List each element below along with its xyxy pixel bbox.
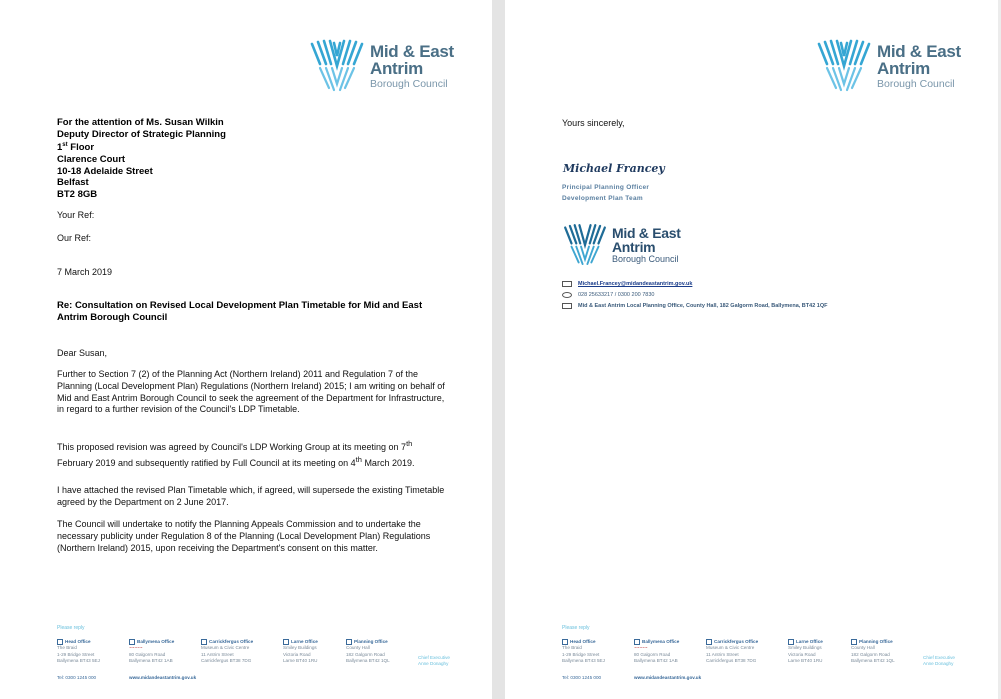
address-line-street: 10-18 Adelaide Street (57, 165, 153, 177)
checkbox-icon (129, 639, 135, 645)
council-logo (308, 38, 454, 94)
page-gap (492, 0, 505, 699)
floor-text: Floor (67, 142, 95, 154)
footer-chief-executive (923, 655, 955, 667)
envelope-icon (562, 303, 572, 309)
planning-office-title: Planning Office (354, 639, 388, 645)
signatory-role: Principal Planning Officer (562, 184, 650, 191)
footer-head-office (562, 639, 605, 664)
logo-text (877, 43, 961, 90)
footer-chief-executive (418, 655, 450, 667)
planning-office-line: Ballymena BT42 1QL (346, 657, 390, 663)
logo-line-3: Borough Council (877, 77, 955, 90)
para2-part-c: March 2019. (361, 457, 415, 468)
logo-line-1: Mid & East (877, 41, 961, 61)
signature-logo (562, 222, 681, 268)
ballymena-office-line: Ballymena BT42 1AB (634, 657, 678, 663)
logo-text (612, 226, 681, 264)
phone-number: 028 25633217 / 0300 200 7830 (578, 292, 655, 298)
footer-tel: Tel: 0300 1245 000 (57, 675, 97, 680)
paragraph-2 (57, 438, 447, 470)
larne-office-line: Larne BT40 1RU (788, 657, 823, 663)
footer-planning-office (851, 639, 895, 664)
logo-line-1: Mid & East (370, 41, 454, 61)
signature: Michael Francey (563, 162, 665, 175)
carrickfergus-office-line: Carrickfergus BT38 7DG (201, 657, 252, 663)
address-line-postcode: BT2 8GB (57, 188, 98, 200)
head-office-line: The Braid (562, 645, 582, 651)
checkbox-icon (346, 639, 352, 645)
please-reply-label: Please reply (562, 625, 590, 631)
ballymena-office-title: Ballymena Office (642, 639, 680, 645)
paragraph-4: The Council will undertake to notify the Planning Appeals Commission and to undertake the necessary publicity under Regulation 8 of the Planning (Local Development Plan) Regulations (Northern Ireland) 2015, upon receiving the Department's consent on this matter. (57, 519, 431, 553)
postal-address: Mid & East Antrim Local Planning Office, County Hall, 182 Galgorm Road, Ballymena, BT42 1QF (578, 303, 828, 309)
recipient-address (57, 117, 226, 200)
paragraph-3: I have attached the revised Plan Timetable which, if agreed, will supersede the existing Timetable agreed by the Department on 2 June 2017. (57, 485, 445, 507)
footer-larne-office (788, 639, 823, 664)
logo-mark-icon (308, 38, 366, 94)
footer-carrickfergus-office (706, 639, 758, 664)
planning-office-line: County Hall (346, 645, 370, 651)
chief-exec-name: Anne Donaghy (923, 661, 954, 667)
carrickfergus-office-title: Carrickfergus Office (209, 639, 254, 645)
your-ref: Your Ref: (57, 210, 95, 220)
larne-office-title: Larne Office (796, 639, 823, 645)
address-line-floor (57, 140, 226, 154)
footer-head-office (57, 639, 100, 664)
checkbox-icon (57, 639, 63, 645)
planning-office-title: Planning Office (859, 639, 893, 645)
carrickfergus-office-line: Museum & Civic Centre (201, 645, 250, 651)
council-logo (815, 38, 961, 94)
contact-email (562, 281, 692, 287)
ballymena-office-title: Ballymena Office (137, 639, 175, 645)
footer-tel: Tel: 0300 1245 000 (562, 675, 602, 680)
logo-mark-icon (815, 38, 873, 94)
footer-web: www.midandeastantrim.gov.uk (129, 675, 197, 680)
checkbox-icon (201, 639, 207, 645)
footer-ballymena-office: Ballymena Office ~~~~~ 80 Galgorm Road Ballymena BT42 1AB (634, 639, 680, 663)
letter-footer-page-2 (562, 625, 982, 689)
para2-sup-a: th (406, 439, 413, 448)
planning-office-line: County Hall (851, 645, 875, 651)
checkbox-icon (283, 639, 289, 645)
address-line-building: Clarence Court (57, 153, 126, 165)
ballymena-office-line: 80 Galgorm Road (129, 651, 166, 657)
carrickfergus-office-title: Carrickfergus Office (714, 639, 759, 645)
ballymena-office-line: Ballymena BT42 1AB (129, 657, 173, 663)
letter-page-1 (0, 0, 492, 699)
carrickfergus-office-line: 11 Antrim Street (706, 651, 739, 657)
paragraph-1: Further to Section 7 (2) of the Planning Act (Northern Ireland) 2011 and Regulation 7 of the Planning (Local Development Plan) Regulations (Northern Ireland) 2015; I am writing on behalf of Mid and East Antrim Borough Council to seek the agreement of the Department for Infrastructure, in regard to a further revision of the Council's LDP Timetable. (57, 369, 445, 415)
carrickfergus-office-line: Museum & Civic Centre (706, 645, 755, 651)
logo-line-2: Antrim (370, 58, 423, 78)
head-office-title: Head Office (570, 639, 596, 645)
letter-date: 7 March 2019 (57, 267, 113, 277)
logo-line-2: Antrim (877, 58, 930, 78)
larne-office-line: Victoria Road (788, 651, 816, 657)
email-link[interactable]: Michael.Francey@midandeastantrim.gov.uk (578, 281, 693, 287)
chief-exec-name: Anne Donaghy (418, 661, 449, 667)
carrickfergus-office-line: Carrickfergus BT38 7DG (706, 657, 757, 663)
larne-office-title: Larne Office (291, 639, 318, 645)
logo-line-3: Borough Council (370, 77, 448, 90)
address-line-title: Deputy Director of Strategic Planning (57, 128, 226, 140)
checkbox-icon (788, 639, 794, 645)
head-office-line: 1-29 Bridge Street (57, 651, 95, 657)
please-reply-label: Please reply (57, 625, 85, 631)
planning-office-line: 182 Galgorm Road (851, 651, 890, 657)
phone-icon (562, 292, 572, 298)
address-line-city: Belfast (57, 177, 89, 189)
larne-office-line: Victoria Road (283, 651, 311, 657)
planning-office-line: Ballymena BT42 1QL (851, 657, 895, 663)
head-office-title: Head Office (65, 639, 91, 645)
floor-number: 1 (57, 142, 63, 154)
para2-part-a: This proposed revision was agreed by Council's LDP Working Group at its meeting on 7 (57, 442, 407, 452)
logo-text (370, 43, 454, 90)
footer-larne-office (283, 639, 318, 664)
signatory-team: Development Plan Team (562, 195, 643, 202)
footer-planning-office (346, 639, 390, 664)
checkbox-icon (562, 639, 568, 645)
logo-line-2: Antrim (612, 239, 656, 255)
footer-web: www.midandeastantrim.gov.uk (634, 675, 702, 680)
chief-exec-label: Chief Executive (923, 655, 955, 660)
chief-exec-label: Chief Executive (418, 655, 450, 660)
larne-office-line: Larne BT40 1RU (283, 657, 318, 663)
contact-postal (562, 303, 828, 309)
address-line-attention: For the attention of Ms. Susan Wilkin (57, 117, 224, 128)
salutation: Dear Susan, (57, 348, 108, 358)
larne-office-line: Smiley Buildings (788, 645, 822, 651)
contact-phone (562, 292, 654, 298)
letter-page-2 (505, 0, 998, 699)
head-office-line: Ballymena BT43 5EJ (562, 657, 605, 663)
ballymena-office-line: 80 Galgorm Road (634, 651, 671, 657)
carrickfergus-office-line: 11 Antrim Street (201, 651, 234, 657)
checkbox-icon (851, 639, 857, 645)
logo-mark-icon (562, 222, 608, 268)
footer-ballymena-office: Ballymena Office ~~~~~ 80 Galgorm Road Ballymena BT42 1AB (129, 639, 175, 663)
closing: Yours sincerely, (562, 118, 625, 128)
head-office-line: The Braid (57, 645, 77, 651)
logo-line-1: Mid & East (612, 225, 681, 241)
larne-office-line: Smiley Buildings (283, 645, 317, 651)
email-icon (562, 281, 572, 287)
para2-sup-b: th (355, 454, 362, 464)
checkbox-icon (634, 639, 640, 645)
planning-office-line: 182 Galgorm Road (346, 651, 385, 657)
subject-heading: Re: Consultation on Revised Local Development Plan Timetable for Mid and East Antrim Borough Council (57, 300, 423, 323)
para2-part-b: February 2019 and subsequently ratified by Full Council at its meeting on 4 (57, 457, 356, 468)
checkbox-icon (706, 639, 712, 645)
head-office-line: 1-29 Bridge Street (562, 651, 600, 657)
head-office-line: Ballymena BT43 5EJ (57, 657, 100, 663)
floor-suffix: st (62, 142, 68, 149)
our-ref: Our Ref: (57, 233, 92, 243)
logo-line-3: Borough Council (612, 254, 679, 264)
footer-carrickfergus-office (201, 639, 253, 664)
letter-footer (57, 625, 477, 689)
